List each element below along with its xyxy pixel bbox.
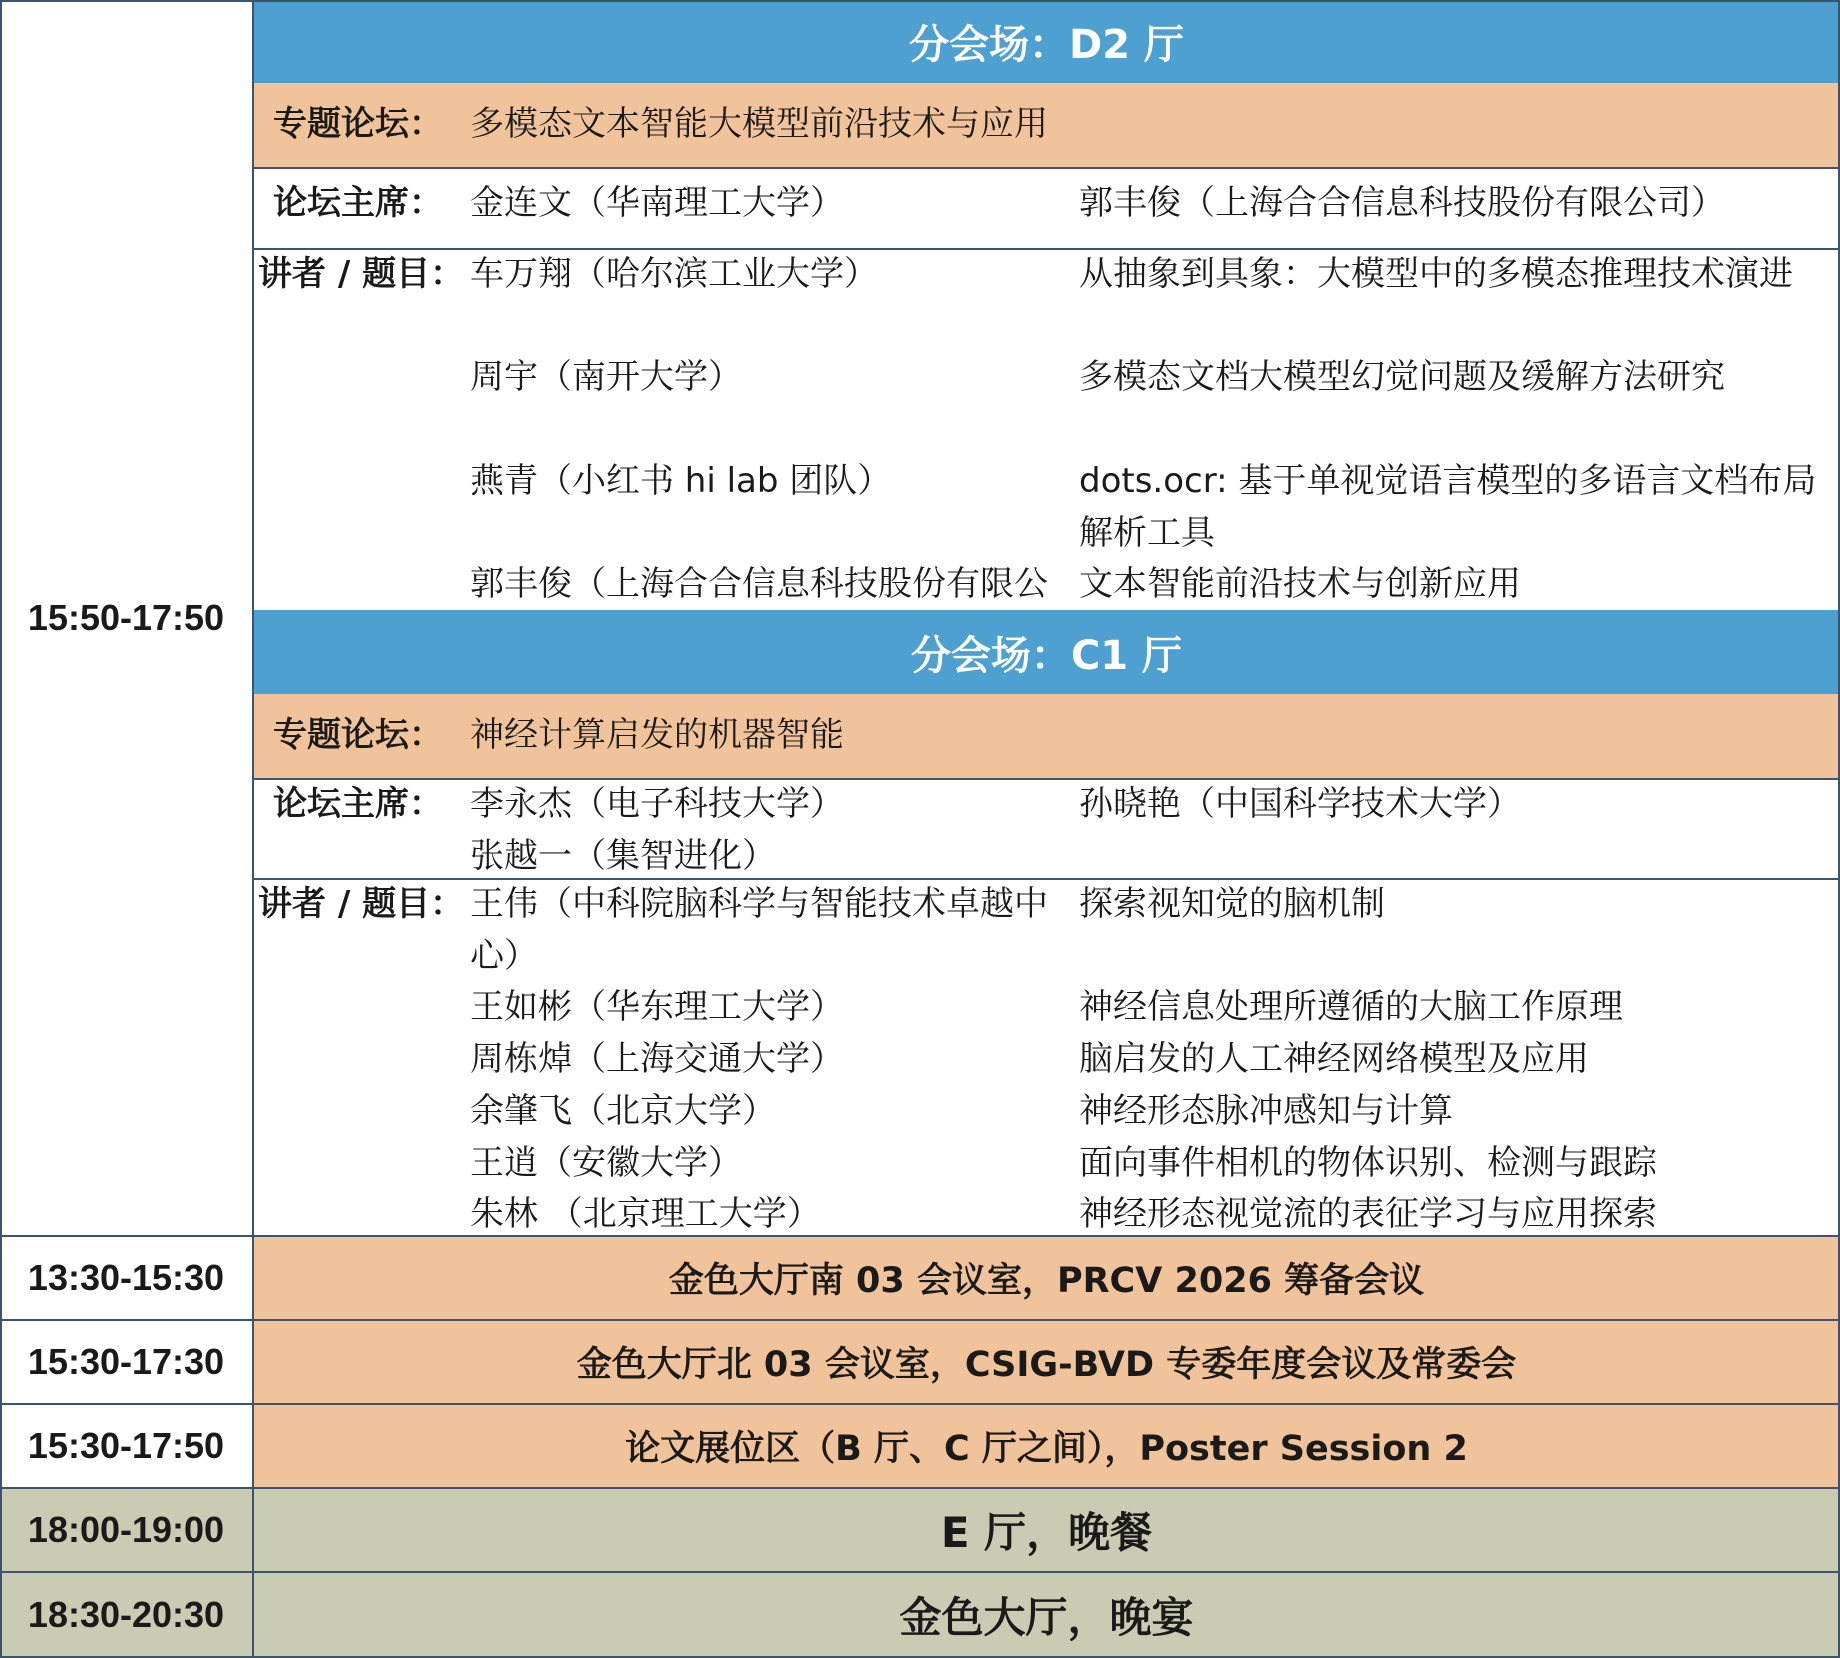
talk-title: 面向事件相机的物体识别、检测与跟踪 xyxy=(1079,1142,1657,1183)
row-divider xyxy=(253,167,1840,169)
topic-label: 专题论坛： xyxy=(273,715,443,755)
time-slot: 15:50-17:50 xyxy=(27,597,225,638)
talk-title: 文本智能前沿技术与创新应用 xyxy=(1079,564,1521,605)
row-divider xyxy=(0,1319,1840,1321)
speaker-name: 郭丰俊（上海合合信息科技股份有限公 xyxy=(470,564,1048,605)
grid-line xyxy=(0,0,1840,2)
speaker-name: 燕青（小红书 hi lab 团队） xyxy=(470,460,892,501)
event-row: E 厅，晚餐 xyxy=(253,1488,1840,1572)
chair-name: 张越一（集智进化） xyxy=(470,835,776,876)
time-slot: 15:30-17:50 xyxy=(27,1425,225,1466)
chair-name: 李永杰（电子科技大学） xyxy=(470,784,844,824)
venue-header: 分会场：C1 厅 xyxy=(253,610,1840,694)
row-divider xyxy=(0,1403,1840,1405)
talk-title: 神经形态脉冲感知与计算 xyxy=(1079,1090,1453,1131)
talk-title: 从抽象到具象：大模型中的多模态推理技术演进 xyxy=(1079,254,1793,294)
speaker-name: 朱林 （北京理工大学） xyxy=(470,1194,821,1235)
chair-name: 郭丰俊（上海合合信息科技股份有限公司） xyxy=(1079,183,1725,223)
speakers-label: 讲者 / 题目： xyxy=(258,884,465,924)
row-divider xyxy=(0,1487,1840,1489)
grid-line xyxy=(252,0,254,1658)
talk-title: 脑启发的人工神经网络模型及应用 xyxy=(1079,1039,1589,1080)
chair-name: 金连文（华南理工大学） xyxy=(470,183,844,223)
speaker-name: 王如彬（华东理工大学） xyxy=(470,987,844,1028)
speaker-name: 周宇（南开大学） xyxy=(470,357,742,398)
venue-header: 分会场：D2 厅 xyxy=(253,0,1840,83)
time-slot: 18:00-19:00 xyxy=(27,1509,225,1550)
talk-title: 神经形态视觉流的表征学习与应用探索 xyxy=(1079,1194,1657,1235)
topic-label: 专题论坛： xyxy=(273,104,443,144)
chairs-label: 论坛主席： xyxy=(273,784,443,824)
talk-title: dots.ocr: 基于单视觉语言模型的多语言文档布局解析工具 xyxy=(1079,460,1817,553)
event-row: 金色大厅北 03 会议室，CSIG-BVD 专委年度会议及常委会 xyxy=(253,1320,1840,1404)
talk-title: 神经信息处理所遵循的大脑工作原理 xyxy=(1079,987,1623,1028)
speaker-name: 余肇飞（北京大学） xyxy=(470,1090,776,1131)
time-slot: 18:30-20:30 xyxy=(27,1593,225,1635)
row-divider xyxy=(0,1571,1840,1573)
chair-name: 孙晓艳（中国科学技术大学） xyxy=(1079,784,1521,824)
event-row: 金色大厅南 03 会议室，PRCV 2026 筹备会议 xyxy=(253,1236,1840,1320)
topic-text: 多模态文本智能大模型前沿技术与应用 xyxy=(470,104,1048,144)
talk-title: 探索视知觉的脑机制 xyxy=(1079,884,1385,924)
speakers-label: 讲者 / 题目： xyxy=(258,254,465,294)
speaker-name: 王逍（安徽大学） xyxy=(470,1142,742,1183)
grid-line xyxy=(0,0,2,1658)
topic-text: 神经计算启发的机器智能 xyxy=(470,715,844,755)
event-row: 论文展位区（B 厅、C 厅之间），Poster Session 2 xyxy=(253,1404,1840,1488)
speaker-name: 王伟（中科院脑科学与智能技术卓越中心） xyxy=(470,884,1048,976)
speaker-name: 车万翔（哈尔滨工业大学） xyxy=(470,254,878,294)
event-row: 金色大厅，晚宴 xyxy=(253,1572,1840,1657)
row-divider xyxy=(0,1235,1840,1237)
chairs-label: 论坛主席： xyxy=(273,183,443,223)
time-slot: 13:30-15:30 xyxy=(27,1257,225,1298)
talk-title: 多模态文档大模型幻觉问题及缓解方法研究 xyxy=(1079,357,1725,398)
time-slot: 15:30-17:30 xyxy=(27,1341,225,1382)
speaker-name: 周栋焯（上海交通大学） xyxy=(470,1039,844,1080)
